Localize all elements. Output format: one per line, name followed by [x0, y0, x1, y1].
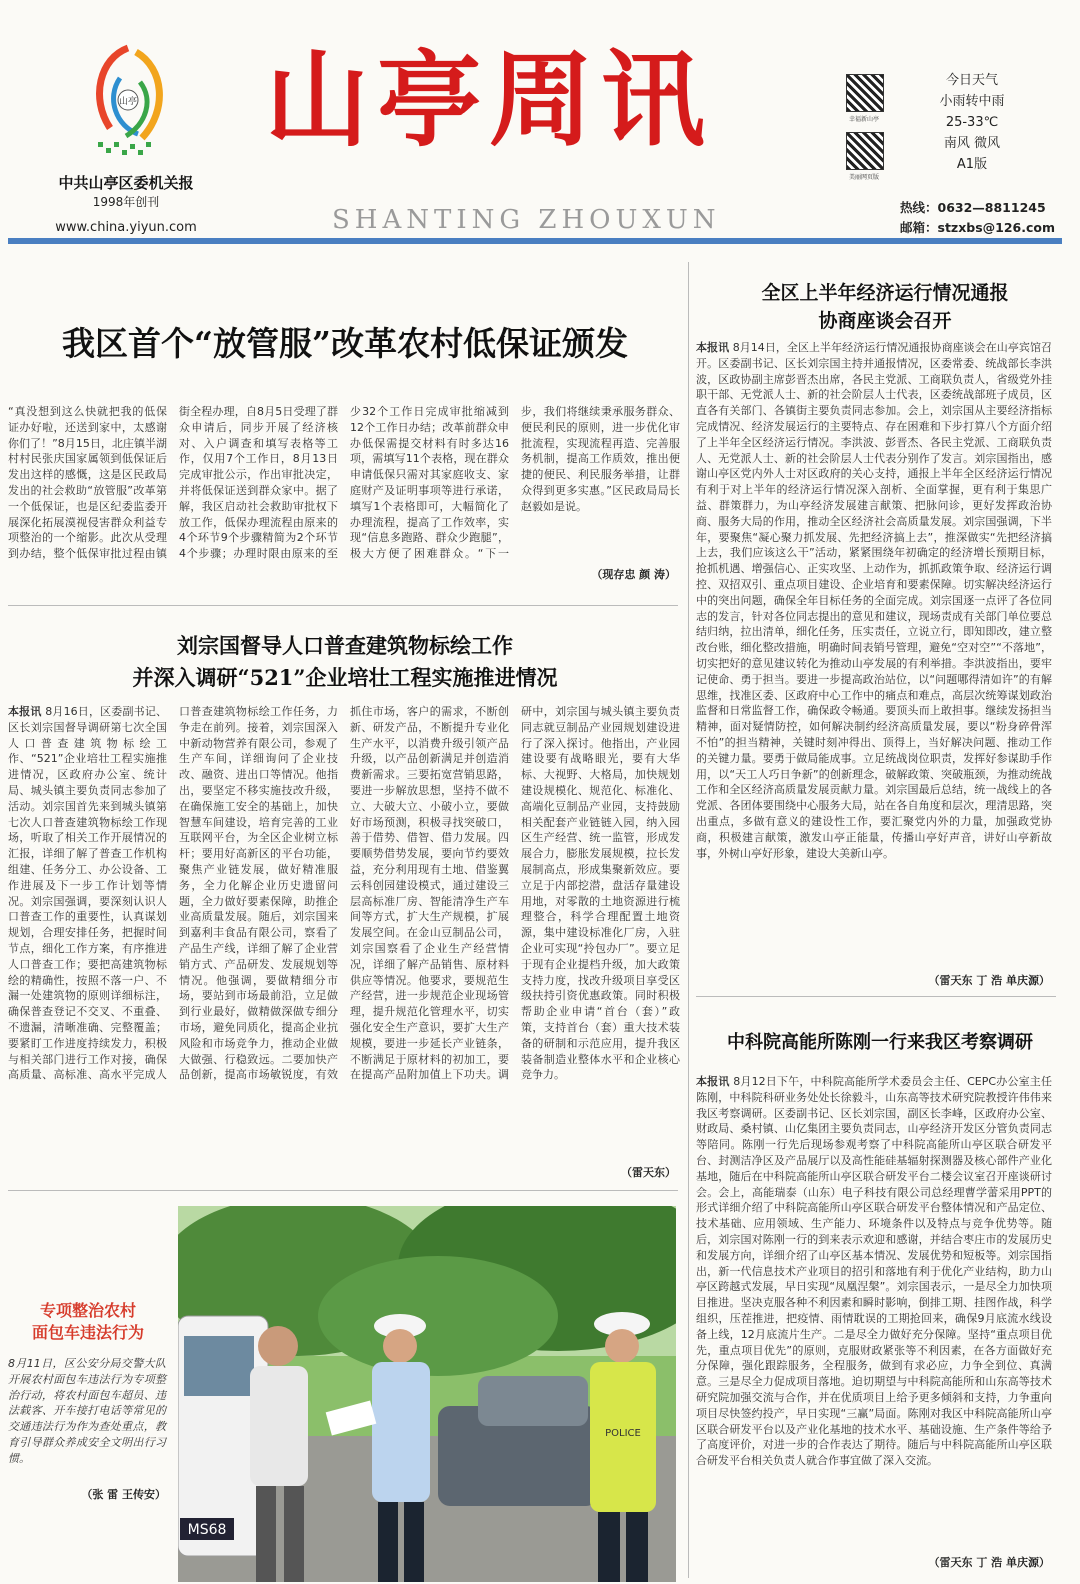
- divider: [8, 605, 678, 606]
- article-body: “真没想到这么快就把我的低保证办好啦，还送到家中，太感谢你们了！”8月15日，北庄镇半湖村村民张庆国家属领到低保证后发出这样的感慨，这是区民政局发出的社会救助“放管服”改革第一个低保证，也是区纪委监委开展深化拓展漠视侵害群众利益专项整治的一个缩影。此次从受理到办结，整个低保审批过程由镇街全程办理，自8月5日受理了群众申请后，同步开展了经济核对、入户调查和填写表格等工作，仅用7个工作日，8月13日完成审批公示，作出审批决定，并将低保证送到群众家中。据了解，我区启动社会救助审批权下放工作，低保办理流程由原来的4个环节9个步骤精简为2个环节4个步骤；办理时限由原来的至少32个工作日完成审批缩减到12个工作日办结；改革前群众申办低保需提交材料有时多达16项，需填写11个表格，现在群众申请低保只需对其家庭收支、家庭财产及证明事项等进行承诺，填写1个表格即可，大幅简化了办理流程，提高了工作效率，实现“信息多跑路、群众少跑腿”，极大方便了困难群众。“下一步，我们将继续秉承服务群众、便民利民的原则，进一步优化审批流程，实现流程再造、完善服务机制，提高工作质效，推出便捷的便民、利民服务举措，让群众得到更多实惠。”区民政局局长赵毅如是说。: [8, 405, 680, 561]
- photo-caption-body: 8月11日，区公安分局交警大队开展农村面包车违法行为专项整治行动，将农村面包车超员、违法载客、开车接打电话等常见的交通违法行为作为查处重点，教育引导群众养成安全文明出行习惯。: [8, 1357, 166, 1465]
- article-body: [696, 1074, 1052, 1544]
- qr-caption: 美丽网页版: [848, 174, 879, 181]
- weather-wind: 南风 微风: [943, 136, 1001, 151]
- article-body: [696, 340, 1052, 962]
- police-inspection-photo: [178, 1206, 676, 1582]
- svg-text:山亭: 山亭: [118, 97, 138, 107]
- qr-code-icon[interactable]: [846, 74, 884, 112]
- article-body: [8, 704, 680, 1174]
- article-subheadline: 协商座谈会召开: [818, 310, 952, 332]
- article-text: 8月16日，区委副书记、区长刘宗国督导调研第七次全国人口普查建筑物标绘工作、“521”企业培壮工程实施推进情况，区政府办公室、统计局、城头镇主要负责同志参加了活动。刘宗国首先来到城头镇第七次人口普查建筑物标绘工作现场，听取了相关工作开展情况的汇报，详细了解了普查工作机构组建、任务分工、办公设备、工作进展及下一步工作计划等情况。刘宗国强调，要深刻认识人口普查工作的重要性，认真谋划规划，合理安排任务，把握时间节点，细化工作方案，有序推进人口普查工作；要把高建筑物标绘的精确性，按照不落一户、不漏一处建筑物的原则详细标注，确保普查登记不交叉、不重叠、不遗漏，清晰准确、完整覆盖；要紧盯工作进度持续发力，积极与相关部门进行工作对接，确保高质量、高标准、高水平完成人口普查建筑物标绘工作任务，力争走在前列。接着，刘宗国深入中新动物营养有限公司，参观了生产车间，详细询问了企业技改、融资、进出口等情况。他指出，要坚定不移实施技改升级，在确保施工安全的基础上，加快智慧车间建设，培育完善的工业互联网平台，为全区企业树立标杆；要用好高新区的平台功能，聚焦产业链发展，做好精准服务，全力化解企业历史遗留问题，全力做好要素保障，助推企业高质量发展。随后，刘宗国来到嘉利丰食品有限公司，察看了产品生产线，详细了解了企业营销方式、产品研发、发展规划等情况。他强调，要做精细分市场，要站到市场最前沿，立足做到行业最好，做精做深做专细分市场，避免同质化，提高企业抗风险和市场竞争力，推动企业做大做强、行稳致远。二要加快产品创新，提高市场敏锐度，有效抓住市场，客户的需求，不断创新、研发产品，不断提升专业化生产水平，以消费升级引领产品升级，以产品创新满足并创造消费新需求。三要拓宽营销思路，要进一步解放思想，坚持不做不立、大破大立、小破小立，要做好市场预测，积极寻找突破口，善于借势、借智、借力发展。四要顺势借势发展，要向节约要效益，充分利用现有土地、借鉴翼云科创园建设模式，通过建设三层高标准厂房、智能清净生产车间等方式，扩大生产规模，扩展发展空间。在金山豆制品公司，刘宗国察看了企业生产经营情况，详细了解产品销售、原材料供应等情况。他要求，要规范生产经营，进一步规范企业现场管理，提升规范化管理水平，切实强化安全生产意识，要扩大生产规模，要进一步延长产业链条，不断满足于原材料的初加工，要在提高产品附加值上下功夫。调研中，刘宗国与城头镇主要负责同志就豆制品产业园规划建设进行了深入探讨。他指出，产业园建设要有战略眼光，要有大华标、大视野、大格局，加快规划建设规模化、规范化、标准化、高端化豆制品产业园，支持鼓励相关配套产业链链入园，纳入园区生产经营、统一监管，形成发展合力，膨胀发展规模，拉长发展制高点，形成集聚新效应。要立足于内部挖潜，盘活存量建设用地，对零散的土地资源进行梳理整合，科学合理配置土地资源，集中建设标准化厂房，入驻企业可实现“拎包办厂”。要立足于现有企业提档升级，加大政策支持力度，找改升级项目享受区级扶持引资优惠政策。同时积极帮助企业申请“首台（套）”政策，支持首台（套）重大技术装备的研制和示范应用，提升我区装备制造业整体水平和企业核心竞争力。: [8, 705, 680, 1082]
- caption-headline-line: 专项整治农村: [39, 1301, 136, 1320]
- article-subheadline: 并深入调研“521”企业培壮工程实施推进情况: [132, 665, 558, 690]
- column-separator: [688, 262, 689, 1578]
- article-byline: （雷天东）: [621, 1166, 676, 1179]
- email[interactable]: 邮箱：stzxbs@126.com: [900, 220, 1056, 235]
- divider: [8, 1190, 678, 1191]
- article-byline: （雷天东 丁 浩 单庆源）: [928, 1556, 1050, 1569]
- masthead: [0, 0, 1080, 250]
- qr-code-icon[interactable]: [846, 132, 884, 170]
- article-text: 8月12日下午，中科院高能所学术委员会主任、CEPC办公室主任陈刚，中科院科研业务处处长徐毅斗，山东高等技术研究院教授许伟伟来我区考察调研。区委副书记、区长刘宗国，副区长李峰，区政府办公室、财政局、桑村镇、山亿集团主要负责同志，山亭经济开发区分管负责同志等陪同。陈刚一行先后现场参观考察了中科院高能所山亭区联合研发平台、封测洁净区及产品展厅以及高性能硅基辐射探测器及核心部件产业化基地，随后在中科院高能所山亭区联合研发平台二楼会议室召开座谈研讨会。会上，高能瑞泰（山东）电子科技有限公司总经理曹学蕾采用PPT的形式详细介绍了中科院高能所山亭区联合研发平台整体情况和产品定位、技术基础、应用领域、生产能力、环境条件以及特点与竞争优势等。随后，刘宗国对陈刚一行的到来表示欢迎和感谢，并结合枣庄市的发展历史和发展方向，详细介绍了山亭区基本情况、发展优势和短板等。刘宗国指出，新一代信息技术产业项目的招引和落地有利于优化产业结构，助力山亭区跨越式发展，早日实现“凤凰涅槃”。刘宗国表示，一是尽全力加快项目推进。坚决克服各种不利因素和瞬时影响，倒排工期、挂图作战，科学组织，压茬推进，把疫情、雨情耽误的工期抢回来，确保9月底流水线设备上线，12月底流片生产。二是尽全力做好充分保障。坚持“重点项目优先，重点项目优先”的原则，克服财政紧张等不利因素，在各方面做好充分保障，强化跟踪服务，全程服务，做到有求必应，力争全到位、真满意。三是尽全力促成项目落地。迫切期望与中科院高能所和山东高等技术研究院加强交流与合作，并在优质项目上给予更多倾斜和支持，力争重向项目尽快签约投产，早日实现“三赢”局面。陈刚对我区中科院高能所山亭区联合研发平台以及产业化基地的技术水平、基础设施、生产条件等给予了高度评价，对进一步的合作表达了期待。随后与中科院高能所山亭区联合研发平台相关负责人就合作事宜做了深入交流。: [696, 1075, 1052, 1468]
- article-lead: 本报讯: [8, 705, 42, 718]
- org-line: 中共山亭区委机关报: [58, 174, 194, 192]
- svg-text:POLICE: POLICE: [605, 1428, 641, 1439]
- weather-box: [922, 70, 1022, 175]
- article-headline: 我区首个“放管服”改革农村低保证颁发: [62, 324, 628, 363]
- newspaper-logo: [80, 38, 176, 168]
- article-text: 8月14日，全区上半年经济运行情况通报协商座谈会在山亭宾馆召开。区委副书记、区长刘宗国主持并通报情况，区委常委、统战部长李洪波，区政协副主席彭晋杰出席，各民主党派、工商联负责人，省级党外挂职干部、无党派人士、新的社会阶层人士代表，区委统战部班子成员，区直各有关部门、各镇街主要负责同志参加。会上，刘宗国从主要经济指标完成情况、经济发展运行的主要特点、存在困难和下步打算八个方面介绍了上半年全区经济运行情况。李洪波、彭晋杰、各民主党派、工商联负责人、无党派人士、新的社会阶层人士代表分别作了发言。刘宗国指出，感谢山亭区党内外人士对区政府的关心支持，通报上半年全区经济运行情况有利于对上半年的经济运行情况深入剖析、全面掌握，更有利于集思广益、群策群力，为山亭经济发展建言献策、把脉问诊，更好发挥政治协商、服务大局的作用，推动全区经济社会高质量发展。刘宗国强调，下半年，要聚焦“凝心聚力抓发展、先把经济搞上去”，推深做实“先把经济搞上去，我们应该这么干”活动，紧紧围绕年初确定的经济增长预期目标，抢抓机遇、增强信心、正实攻坚、上动作为，抓抓政策争取、经济运行调控、双招双引、重点项目建设、企业培育和要素保障。切实解决经济运行中的突出问题，确保全年目标任务的全面完成。刘宗国逐一点评了各位同志的发言，针对各位同志提出的意见和建议，现场责成有关部门单位要总结归纳，拉出清单，细化任务，压实责任，立说立行，即知即改，建立整改台账，细化整改措施，明确时间表销号管理，避免“空对空”“不落地”，切实把好的意见建议转化为推动山亭发展的有利举措。李洪波指出，要牢记使命、勇于担当。要进一步提高政治站位，以“问题哪得清如许”的有解思维，找准区委、区政府中心工作中的痛点和难点，高层次统筹谋划政治监督和日常监督工作，确保政令畅通。要顶头而上敢担事。继续发扬担当精神，面对疑情防控，如何解决制约经济高质量发展，要以“粉身碎骨浑不怕”的担当精神，关键时刻冲得出、顶得上，当好解决问题、推动工作的关键力量。要勇于做局能成事。立足统战岗位职责，发挥好参谋助手作用，以“天工人巧日争新”的创新理念，破解政策、突破瓶颈，为推动统战工作和全区经济高质量发展贡献力量。刘宗国最后总结，统一战线上的各党派、各团体要围绕中心服务大局，站在各自角度和层次，理清思路，突出重点，多做有意义的建设性工作，要汇聚党内外的力量，加强政党协商，积极建言献策，激发山亭正能量，传播山亭好声音，讲好山亭新故事，外树山亭好形象，建设大美新山亭。: [696, 341, 1052, 860]
- founded-year: 1998年创刊: [92, 195, 160, 209]
- article-lead: 本报讯: [696, 341, 730, 354]
- divider: [696, 996, 1056, 997]
- article-headline: 全区上半年经济运行情况通报: [761, 282, 1009, 304]
- qr-caption: 幸福新山亭: [848, 116, 879, 123]
- weather-condition: 小雨转中雨: [939, 94, 1005, 109]
- masthead-rule: [8, 238, 1062, 244]
- weather-label: 今日天气: [945, 73, 998, 88]
- photo-caption-byline: （张 雷 王传安）: [81, 1488, 166, 1501]
- newspaper-title: 山亭周讯: [265, 38, 714, 161]
- article-headline: 中科院高能所陈刚一行来我区考察调研: [727, 1032, 1033, 1053]
- page-edition: A1版: [956, 157, 988, 172]
- article-headline: 刘宗国督导人口普查建筑物标绘工作: [177, 633, 513, 658]
- newspaper-title-pinyin: SHANTING ZHOUXUN: [332, 205, 721, 235]
- hotline: 热线：0632—8811245: [900, 200, 1046, 215]
- article-byline: （现存忠 颜 涛）: [591, 568, 676, 581]
- svg-text:MS68: MS68: [187, 1522, 227, 1538]
- photo-caption-headline: [8, 1300, 168, 1344]
- website-link[interactable]: www.china.yiyun.com: [55, 220, 197, 235]
- weather-temperature: 25-33℃: [945, 115, 999, 130]
- caption-headline-line: 面包车违法行为: [31, 1323, 144, 1342]
- contact-box: [900, 198, 1060, 238]
- article-byline: （雷天东 丁 浩 单庆源）: [928, 974, 1050, 987]
- news-photo: [178, 1206, 676, 1582]
- article-lead: 本报讯: [696, 1075, 730, 1088]
